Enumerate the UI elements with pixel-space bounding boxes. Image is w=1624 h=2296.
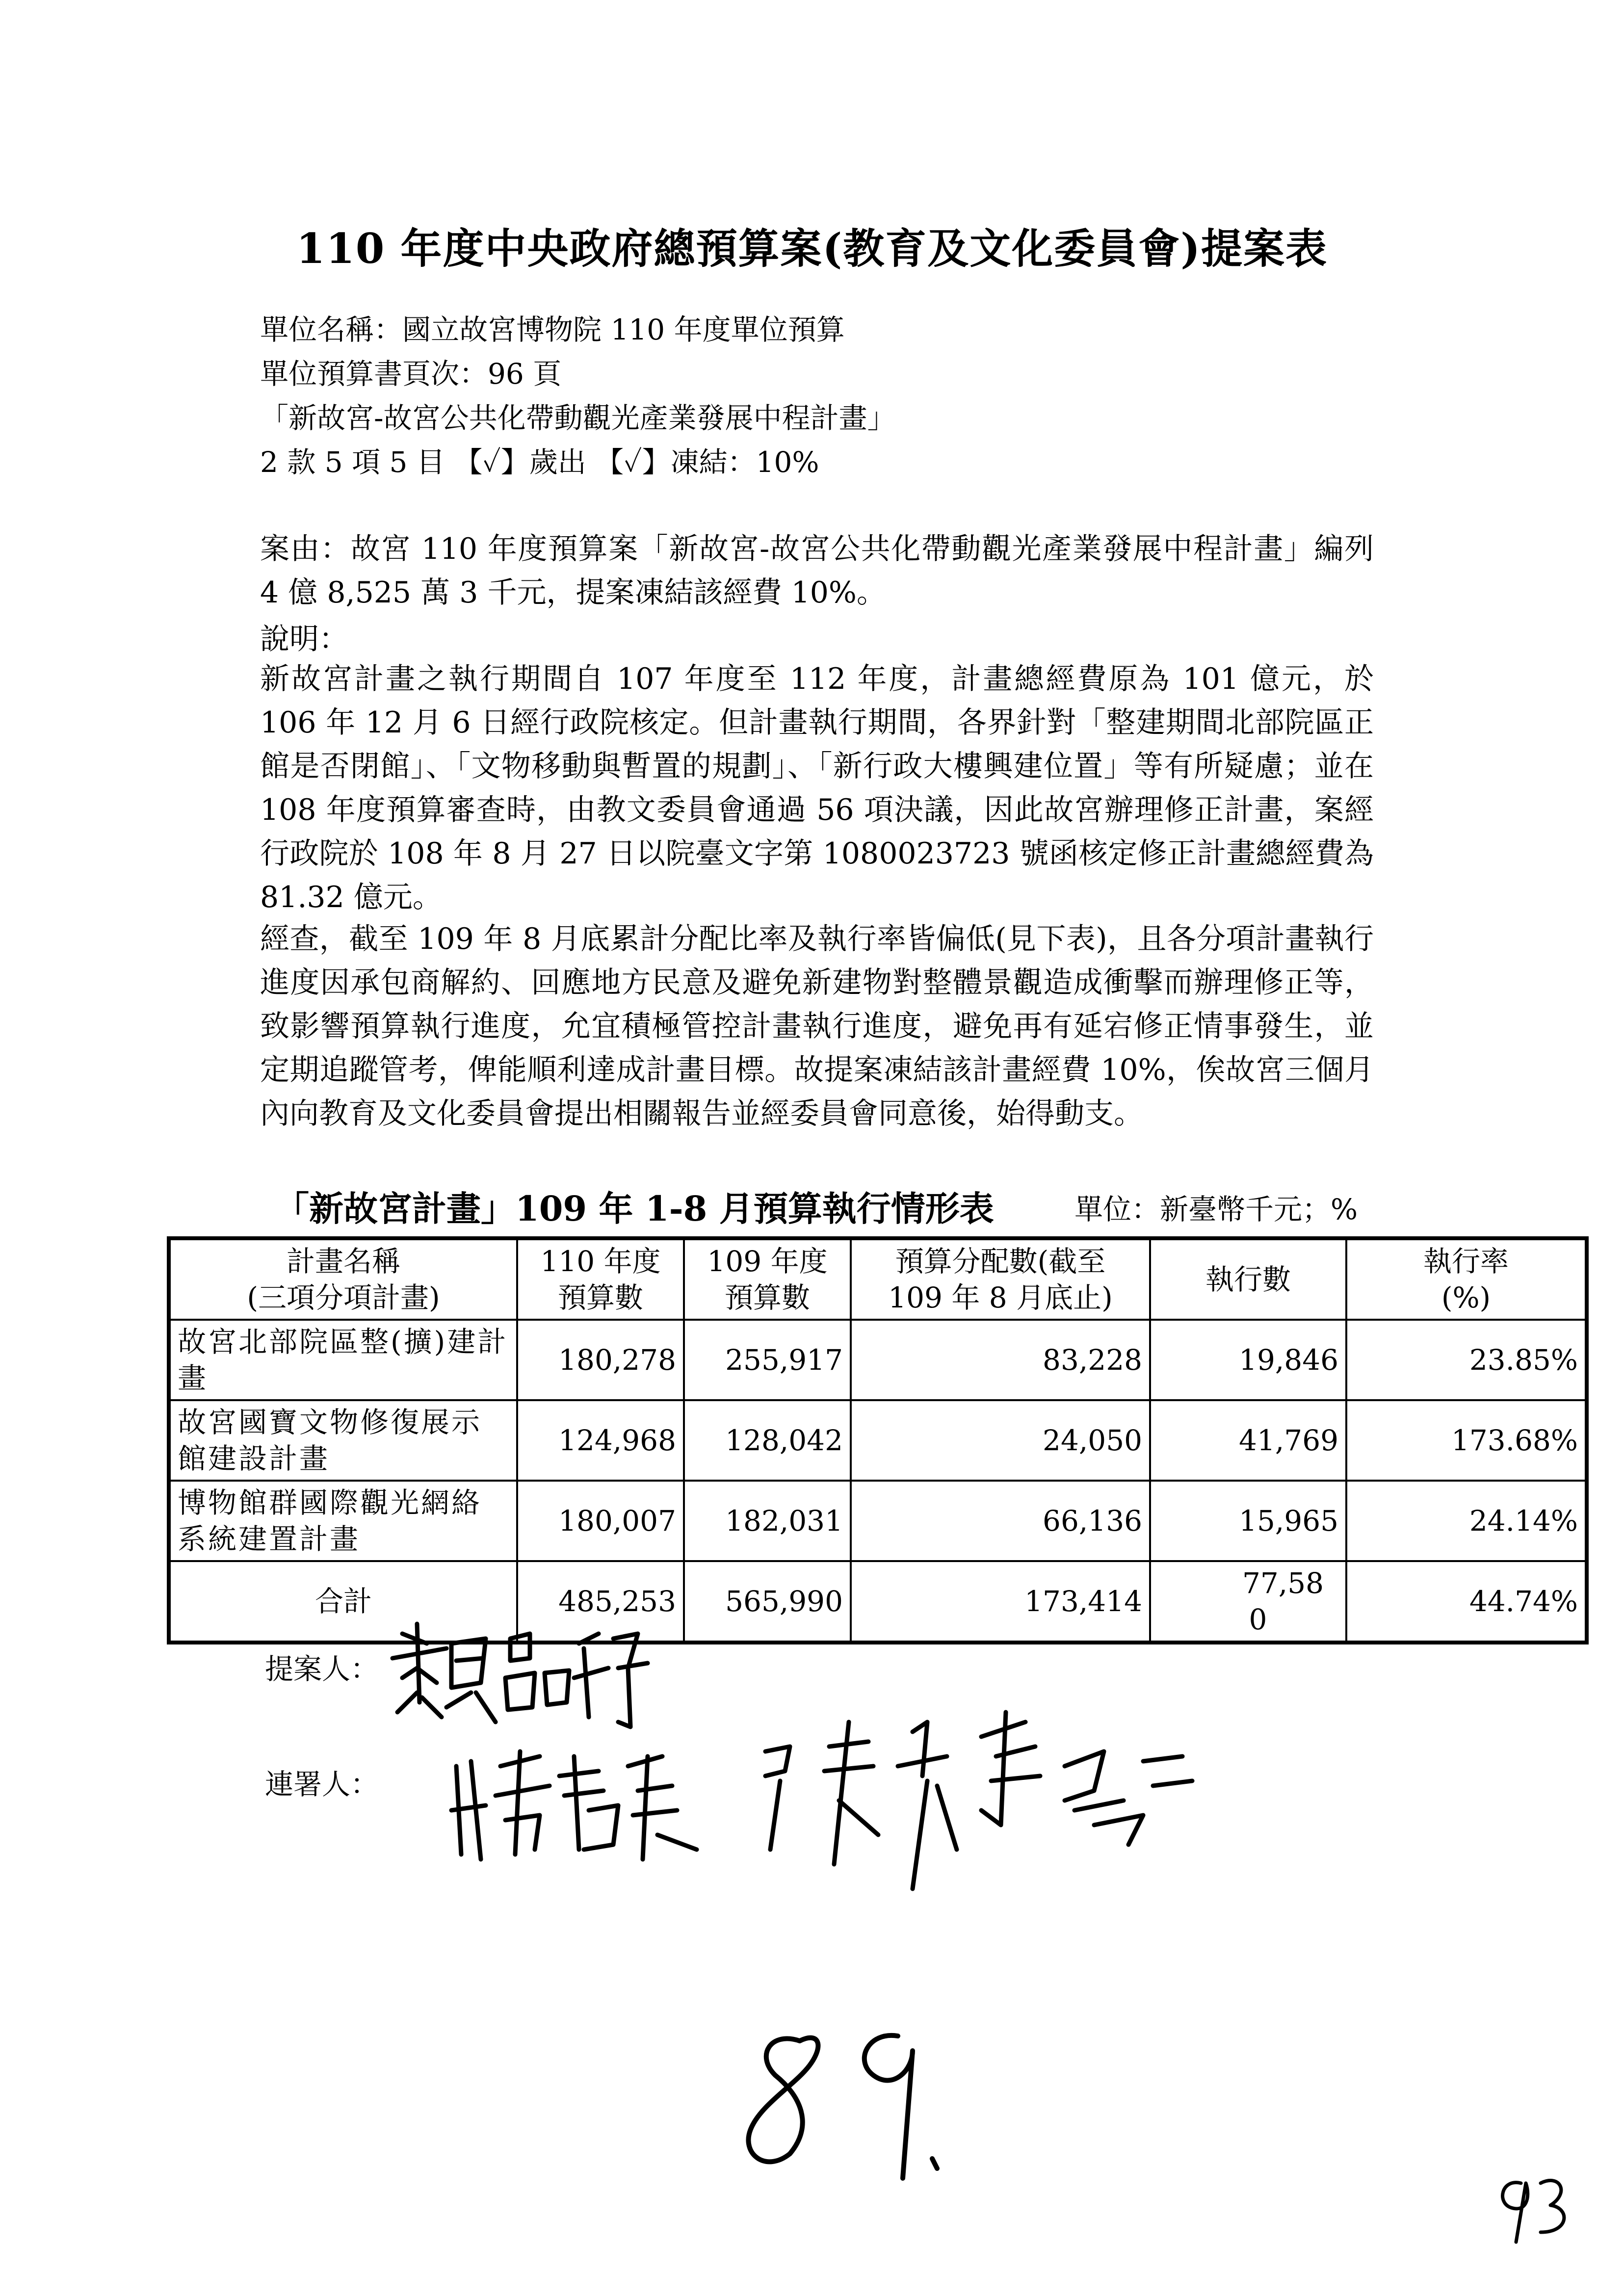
header-plan-name: 計畫名稱 (三項分項計畫) <box>169 1238 517 1320</box>
total-budget-109: 565,990 <box>684 1561 851 1643</box>
handwritten-number-89 <box>726 2011 985 2189</box>
row-plan-name: 故宮北部院區整(擴)建計畫 <box>169 1320 517 1400</box>
cosigner-signature-1 <box>442 1737 716 1874</box>
row-budget-110: 124,968 <box>517 1400 684 1481</box>
explanation-paragraph-1: 新故宮計畫之執行期間自 107 年度至 112 年度，計畫總經費原為 101 億元，於 106 年 12 月 6 日經行政院核定。但計畫執行期間，各界針對「整建期間北部院區正館是否閉館」、「文物移動與暫置的規劃」、「新行政大樓興建位置」等有所疑慮；並在 108 年度預算審查時，由教文委員會通過 56 項決議，因此故宮辦理修正計畫，案經行政院於 108 年 8 月 27 日以院臺文字第 1080023723 號函核定修正計畫總經費為 81.32 億元。 <box>260 662 1374 914</box>
row-execution-rate: 23.85% <box>1346 1320 1587 1400</box>
reason-paragraph: 案由：故宮 110 年度預算案「新故宮-故宮公共化帶動觀光產業發展中程計畫」編列 4 億 8,525 萬 3 千元，提案凍結該經費 10%。 <box>260 532 1374 610</box>
row-execution-rate: 24.14% <box>1346 1481 1587 1561</box>
header-execution-rate: 執行率 (%) <box>1346 1238 1587 1320</box>
table-row <box>169 1400 1587 1481</box>
plan-name: 「新故宮-故宮公共化帶動觀光產業發展中程計畫」 <box>260 401 896 435</box>
total-execution-rate: 44.74% <box>1346 1561 1587 1643</box>
budget-item: 2 款 5 項 5 目 【✓】歲出 【✓】凍結：10% <box>260 445 819 479</box>
row-executed: 19,846 <box>1150 1320 1346 1400</box>
row-executed: 41,769 <box>1150 1400 1346 1481</box>
table-unit: 單位：新臺幣千元；% <box>1074 1193 1358 1226</box>
table-row <box>169 1481 1587 1561</box>
row-budget-110: 180,278 <box>517 1320 684 1400</box>
row-allocation: 66,136 <box>851 1481 1150 1561</box>
explanation-label: 說明： <box>260 622 348 656</box>
total-budget-110: 485,253 <box>517 1561 684 1643</box>
total-allocation: 173,414 <box>851 1561 1150 1643</box>
total-label: 合計 <box>169 1561 517 1643</box>
header-executed: 執行數 <box>1150 1238 1346 1320</box>
row-budget-109: 182,031 <box>684 1481 851 1561</box>
header-budget-110: 110 年度 預算數 <box>517 1238 684 1320</box>
stamp-number-text: 89. <box>981 2186 985 2189</box>
header-budget-109: 109 年度 預算數 <box>684 1238 851 1320</box>
header-allocation: 預算分配數(截至 109 年 8 月底止) <box>851 1238 1150 1320</box>
proposer-signature <box>383 1614 657 1742</box>
row-budget-109: 128,042 <box>684 1400 851 1481</box>
page-number-text: 93 <box>1575 2250 1578 2252</box>
row-budget-110: 180,007 <box>517 1481 684 1561</box>
row-plan-name: 博物館群國際觀光網絡系統建置計畫 <box>169 1481 517 1561</box>
row-allocation: 24,050 <box>851 1400 1150 1481</box>
unit-name: 單位名稱：國立故宮博物院 110 年度單位預算 <box>260 313 845 346</box>
row-budget-109: 255,917 <box>684 1320 851 1400</box>
proposer-label: 提案人： <box>265 1652 379 1686</box>
total-executed-line-1: 77,58 <box>1242 1566 1324 1600</box>
cosigner-label: 連署人： <box>265 1768 379 1801</box>
row-executed: 15,965 <box>1150 1481 1346 1561</box>
page-reference: 單位預算書頁次：96 頁 <box>260 357 562 391</box>
table-row <box>169 1320 1587 1400</box>
total-executed-line-2: 0 <box>1249 1603 1267 1636</box>
row-plan-name: 故宮國寶文物修復展示館建設計畫 <box>169 1400 517 1481</box>
row-execution-rate: 173.68% <box>1346 1400 1587 1481</box>
budget-execution-table <box>167 1236 1589 1644</box>
table-total-row <box>169 1561 1587 1643</box>
table-header-row <box>169 1238 1587 1320</box>
cosigner-signature-2 <box>751 1702 1207 1899</box>
table-title: 「新故宮計畫」109 年 1-8 月預算執行情形表 <box>275 1188 994 1229</box>
row-allocation: 83,228 <box>851 1320 1150 1400</box>
handwritten-page-number-93 <box>1492 2168 1578 2252</box>
total-executed <box>1150 1561 1346 1643</box>
explanation-paragraph-2: 經查，截至 109 年 8 月底累計分配比率及執行率皆偏低(見下表)，且各分項計畫執行進度因承包商解約、回應地方民意及避免新建物對整體景觀造成衝擊而辦理修正等，致影響預算執行進度，允宜積極管控計畫執行進度，避免再有延宕修正情事發生，並定期追蹤管考，俾能順利達成計畫目標。故提案凍結該計畫經費 10%，俟故宮三個月內向教育及文化委員會提出相關報告並經委員會同意後，始得動支。 <box>260 922 1374 1131</box>
page-title: 110 年度中央政府總預算案(教育及文化委員會)提案表 <box>296 224 1328 273</box>
